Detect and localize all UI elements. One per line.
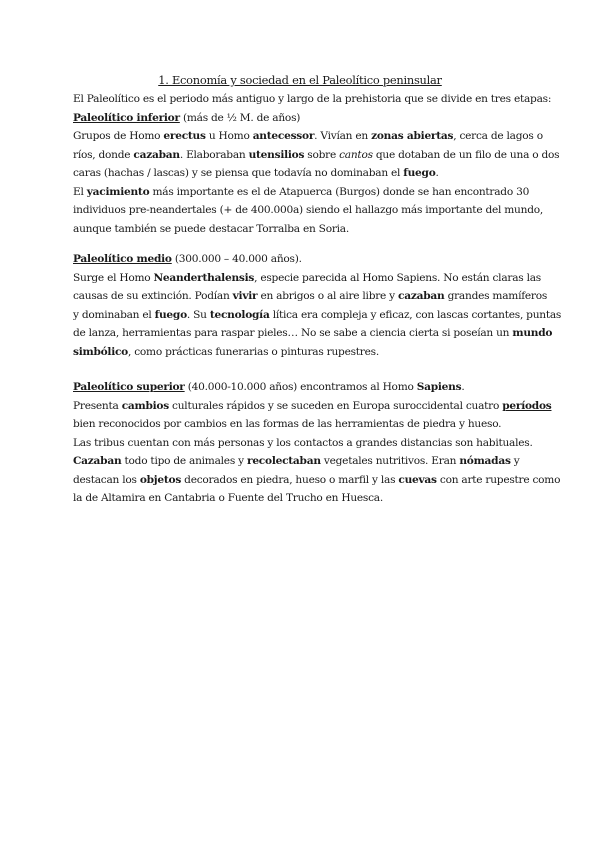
section-inferior [73,90,560,238]
text-line: la de Altamira en Cantabria o Fuente del Trucho en Huesca. [73,492,383,504]
section-heading-medio: Paleolítico medio (300.000 – 40.000 años). [73,253,302,265]
text-line: causas de su extinción. Podían vivir en abrigos o al aire libre y cazaban grandes mamíferos [73,290,548,302]
text-line: Presenta cambios culturales rápidos y se suceden en Europa suroccidental cuatro períodos [73,399,552,412]
text-line: de lanza, herramientas para raspar pieles… No se sabe a ciencia cierta si poseían un mundo [73,327,553,339]
intro-paragraph: El Paleolítico es el periodo más antiguo y largo de la prehistoria que se divide en tres etapas: [73,93,552,105]
section-superior [73,378,561,508]
page-title: 1. Economía y sociedad en el Paleolítico peninsular [158,73,442,87]
text-line: ríos, donde cazaban. Elaboraban utensilios sobre cantos que dotaban de un filo de una o dos [73,148,560,161]
text-line: aunque también se puede destacar Torralba en Soria. [73,222,349,235]
text-line: simbólico, como prácticas funerarias o pinturas rupestres. [73,345,379,358]
text-line: Las tribus cuentan con más personas y los contactos a grandes distancias son habituales. [73,436,533,449]
text-line: bien reconocidos por cambios en las formas de las herramientas de piedra y hueso. [73,418,502,430]
section-heading-inferior: Paleolítico inferior (más de ½ M. de años) [73,111,301,124]
text-line: y dominaban el fuego. Su tecnología lítica era compleja y eficaz, con lascas cortantes, puntas [73,308,562,321]
section-heading-superior: Paleolítico superior (40.000-10.000 años) encontramos al Homo Sapiens. [73,381,465,393]
text-line: Grupos de Homo erectus u Homo antecessor. Vivían en zonas abiertas, cerca de lagos o [73,130,543,142]
section-medio [73,250,562,361]
text-line: Cazaban todo tipo de animales y recolectaban vegetales nutritivos. Eran nómadas y [73,455,520,467]
text-line: El yacimiento más importante es el de Atapuerca (Burgos) donde se han encontrado 30 [73,185,530,198]
text-line: individuos pre-neandertales (+ de 400.000a) siendo el hallazgo más importante del mundo, [73,204,543,216]
text-line: destacan los objetos decorados en piedra, hueso o marfil y las cuevas con arte rupestre como [73,473,561,486]
text-line: caras (hachas / lascas) y se piensa que todavía no dominaban el fuego. [73,167,439,179]
text-line: Surge el Homo Neanderthalensis, especie parecida al Homo Sapiens. No están claras las [73,271,541,284]
